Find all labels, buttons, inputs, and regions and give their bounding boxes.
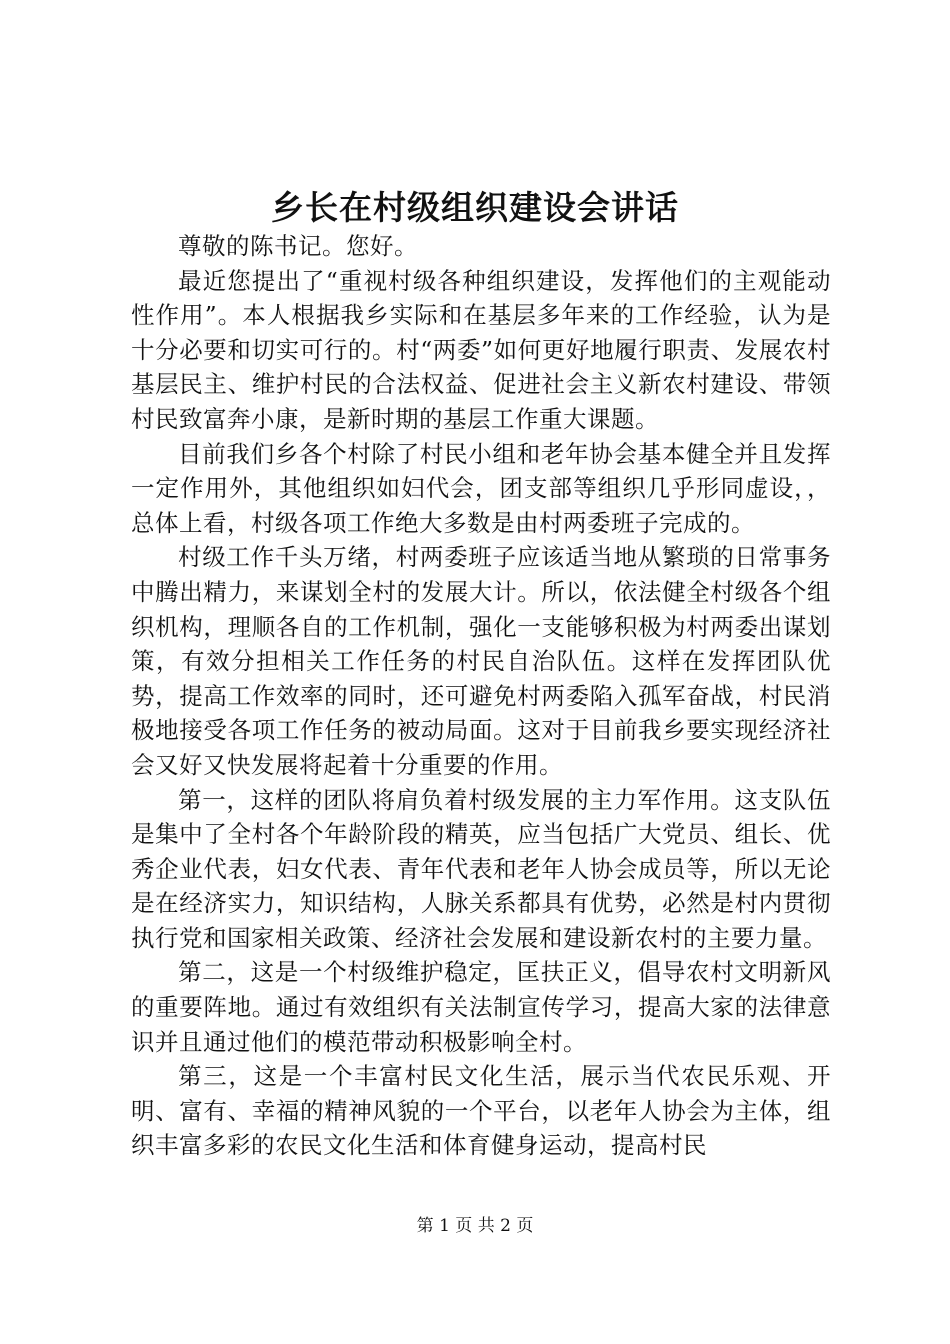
paragraph-greeting: 尊敬的陈书记。您好。 [178, 232, 418, 260]
paragraph-current-status: 目前我们乡各个村除了村民小组和老年协会基本健全并且发挥一定作用外，其他组织如妇代会，团支部等组织几乎形同虚设，，总体上看，村级各项工作绝大多数是由村两委班子完成的。 [131, 439, 831, 537]
paragraph-intro: 最近您提出了“重视村级各种组织建设，发挥他们的主观能动性作用”。本人根据我乡实际和在基层多年来的工作经验，认为是十分必要和切实可行的。村“两委”如何更好地履行职责、发展农村基层民主、维护村民的合法权益、促进社会主义新农村建设、带领村民致富奔小康，是新时期的基层工作重大课题。 [131, 266, 831, 433]
paragraph-point-three: 第三，这是一个丰富村民文化生活，展示当代农民乐观、开明、富有、幸福的精神风貌的一个平台，以老年人协会为主体，组织丰富多彩的农民文化生活和体育健身运动，提高村民 [131, 1062, 831, 1160]
page-footer: 第 1 页 共 2 页 [416, 1216, 534, 1236]
document-title: 乡长在村级组织建设会讲话 [271, 188, 679, 227]
paragraph-village-work: 村级工作千头万绪，村两委班子应该适当地从繁琐的日常事务中腾出精力，来谋划全村的发展大计。所以，依法健全村级各个组织机构，理顺各自的工作机制，强化一支能够积极为村两委出谋划策，有效分担相关工作任务的村民自治队伍。这样在发挥团队优势，提高工作效率的同时，还可避免村两委陷入孤军奋战，村民消极地接受各项工作任务的被动局面。这对于目前我乡要实现经济社会又好又快发展将起着十分重要的作用。 [131, 543, 831, 779]
document-body [131, 229, 831, 1163]
paragraph-point-two: 第二，这是一个村级维护稳定，匡扶正义，倡导农村文明新风的重要阵地。通过有效组织有关法制宣传学习，提高大家的法律意识并且通过他们的模范带动积极影响全村。 [131, 958, 831, 1056]
paragraph-point-one: 第一，这样的团队将肩负着村级发展的主力军作用。这支队伍是集中了全村各个年龄阶段的精英，应当包括广大党员、组长、优秀企业代表，妇女代表、青年代表和老年人协会成员等，所以无论是在经济实力，知识结构，人脉关系都具有优势，必然是村内贯彻执行党和国家相关政策、经济社会发展和建设新农村的主要力量。 [131, 785, 831, 952]
